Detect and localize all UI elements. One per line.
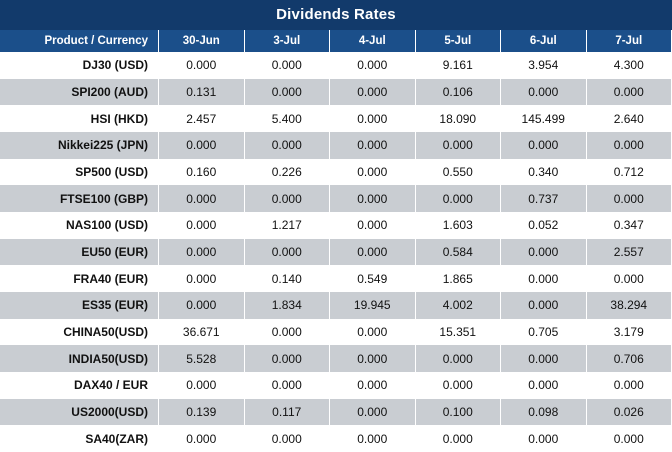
- table-body: [0, 52, 672, 452]
- rate-cell: 3.954: [501, 52, 587, 79]
- rate-cell: 2.457: [159, 105, 245, 132]
- table-row: [0, 425, 672, 452]
- table-row: [0, 212, 672, 239]
- rate-cell: 0.584: [415, 239, 501, 266]
- rate-cell: 0.000: [159, 425, 245, 452]
- rate-cell: 5.528: [159, 345, 245, 372]
- product-label: HSI (HKD): [0, 105, 159, 132]
- rate-cell: 0.226: [244, 159, 330, 186]
- rate-cell: 0.052: [501, 212, 587, 239]
- rate-cell: 0.000: [501, 132, 587, 159]
- table-row: [0, 185, 672, 212]
- table-row: [0, 52, 672, 79]
- column-header-3-jul: 3-Jul: [244, 30, 330, 52]
- table-row: [0, 399, 672, 426]
- rate-cell: 0.000: [244, 425, 330, 452]
- product-label: ES35 (EUR): [0, 292, 159, 319]
- column-header-6-jul: 6-Jul: [501, 30, 587, 52]
- product-label: CHINA50(USD): [0, 319, 159, 346]
- table-row: [0, 265, 672, 292]
- column-header-5-jul: 5-Jul: [415, 30, 501, 52]
- rate-cell: 38.294: [586, 292, 672, 319]
- rate-cell: 0.000: [330, 345, 416, 372]
- rate-cell: 0.000: [330, 105, 416, 132]
- rate-cell: 0.000: [501, 79, 587, 106]
- column-header-4-jul: 4-Jul: [330, 30, 416, 52]
- rate-cell: 0.000: [244, 52, 330, 79]
- rate-cell: 0.000: [244, 79, 330, 106]
- rate-cell: 0.705: [501, 319, 587, 346]
- rate-cell: 1.834: [244, 292, 330, 319]
- rate-cell: 0.000: [330, 159, 416, 186]
- rate-cell: 0.000: [330, 319, 416, 346]
- rate-cell: 36.671: [159, 319, 245, 346]
- rate-cell: 0.000: [330, 132, 416, 159]
- table-header: [0, 30, 672, 52]
- column-header-7-jul: 7-Jul: [586, 30, 672, 52]
- rate-cell: 9.161: [415, 52, 501, 79]
- table-row: [0, 292, 672, 319]
- rate-cell: 18.090: [415, 105, 501, 132]
- rate-cell: 0.000: [330, 239, 416, 266]
- rate-cell: 0.100: [415, 399, 501, 426]
- rate-cell: 0.000: [415, 345, 501, 372]
- rate-cell: 0.000: [586, 425, 672, 452]
- product-label: FRA40 (EUR): [0, 265, 159, 292]
- rate-cell: 0.737: [501, 185, 587, 212]
- rate-cell: 0.000: [501, 425, 587, 452]
- dividends-table: [0, 30, 672, 452]
- rate-cell: 1.603: [415, 212, 501, 239]
- product-label: FTSE100 (GBP): [0, 185, 159, 212]
- rate-cell: 0.106: [415, 79, 501, 106]
- rate-cell: 0.160: [159, 159, 245, 186]
- product-label: EU50 (EUR): [0, 239, 159, 266]
- table-row: [0, 319, 672, 346]
- rate-cell: 0.000: [586, 265, 672, 292]
- product-label: NAS100 (USD): [0, 212, 159, 239]
- rate-cell: 0.000: [501, 345, 587, 372]
- rate-cell: 0.000: [244, 372, 330, 399]
- rate-cell: 2.640: [586, 105, 672, 132]
- table-row: [0, 79, 672, 106]
- rate-cell: 0.549: [330, 265, 416, 292]
- page-title: Dividends Rates: [0, 0, 672, 30]
- table-header-row: [0, 30, 672, 52]
- rate-cell: 0.000: [501, 239, 587, 266]
- rate-cell: 0.550: [415, 159, 501, 186]
- rate-cell: 0.000: [159, 185, 245, 212]
- rate-cell: 0.000: [330, 52, 416, 79]
- table-row: [0, 132, 672, 159]
- rate-cell: 0.000: [330, 185, 416, 212]
- column-header-product: Product / Currency: [0, 30, 159, 52]
- rate-cell: 0.000: [330, 425, 416, 452]
- rate-cell: 0.000: [415, 425, 501, 452]
- rate-cell: 1.217: [244, 212, 330, 239]
- rate-cell: 0.000: [586, 185, 672, 212]
- rate-cell: 0.098: [501, 399, 587, 426]
- rate-cell: 0.000: [159, 292, 245, 319]
- rate-cell: 0.000: [501, 292, 587, 319]
- rate-cell: 5.400: [244, 105, 330, 132]
- product-label: SA40(ZAR): [0, 425, 159, 452]
- table-row: [0, 159, 672, 186]
- table-row: [0, 239, 672, 266]
- product-label: INDIA50(USD): [0, 345, 159, 372]
- rate-cell: 15.351: [415, 319, 501, 346]
- rate-cell: 145.499: [501, 105, 587, 132]
- column-header-30-jun: 30-Jun: [159, 30, 245, 52]
- rate-cell: 0.000: [415, 185, 501, 212]
- rate-cell: 0.000: [159, 239, 245, 266]
- rate-cell: 0.000: [159, 52, 245, 79]
- table-row: [0, 372, 672, 399]
- rate-cell: 0.000: [330, 79, 416, 106]
- rate-cell: 0.347: [586, 212, 672, 239]
- rate-cell: 0.000: [501, 265, 587, 292]
- rate-cell: 0.340: [501, 159, 587, 186]
- rate-cell: 4.300: [586, 52, 672, 79]
- rate-cell: 0.000: [586, 79, 672, 106]
- rate-cell: 0.000: [244, 132, 330, 159]
- rate-cell: 0.000: [244, 345, 330, 372]
- rate-cell: 0.117: [244, 399, 330, 426]
- rate-cell: 0.706: [586, 345, 672, 372]
- table-row: [0, 345, 672, 372]
- rate-cell: 0.000: [244, 319, 330, 346]
- rate-cell: 0.000: [330, 399, 416, 426]
- rate-cell: 4.002: [415, 292, 501, 319]
- rate-cell: 0.140: [244, 265, 330, 292]
- rate-cell: 0.139: [159, 399, 245, 426]
- product-label: Nikkei225 (JPN): [0, 132, 159, 159]
- rate-cell: 0.000: [159, 372, 245, 399]
- product-label: US2000(USD): [0, 399, 159, 426]
- rate-cell: 0.000: [159, 212, 245, 239]
- rate-cell: 0.000: [586, 372, 672, 399]
- rate-cell: 0.026: [586, 399, 672, 426]
- rate-cell: 0.000: [330, 372, 416, 399]
- product-label: DAX40 / EUR: [0, 372, 159, 399]
- product-label: SPI200 (AUD): [0, 79, 159, 106]
- product-label: DJ30 (USD): [0, 52, 159, 79]
- rate-cell: 0.000: [415, 132, 501, 159]
- rate-cell: 0.000: [586, 132, 672, 159]
- rate-cell: 0.000: [330, 212, 416, 239]
- rate-cell: 0.000: [415, 372, 501, 399]
- rate-cell: 0.000: [159, 132, 245, 159]
- rate-cell: 3.179: [586, 319, 672, 346]
- rate-cell: 0.000: [501, 372, 587, 399]
- rate-cell: 0.000: [244, 239, 330, 266]
- rate-cell: 1.865: [415, 265, 501, 292]
- rate-cell: 19.945: [330, 292, 416, 319]
- rate-cell: 0.000: [244, 185, 330, 212]
- rate-cell: 0.712: [586, 159, 672, 186]
- product-label: SP500 (USD): [0, 159, 159, 186]
- rate-cell: 2.557: [586, 239, 672, 266]
- table-row: [0, 105, 672, 132]
- rate-cell: 0.131: [159, 79, 245, 106]
- rate-cell: 0.000: [159, 265, 245, 292]
